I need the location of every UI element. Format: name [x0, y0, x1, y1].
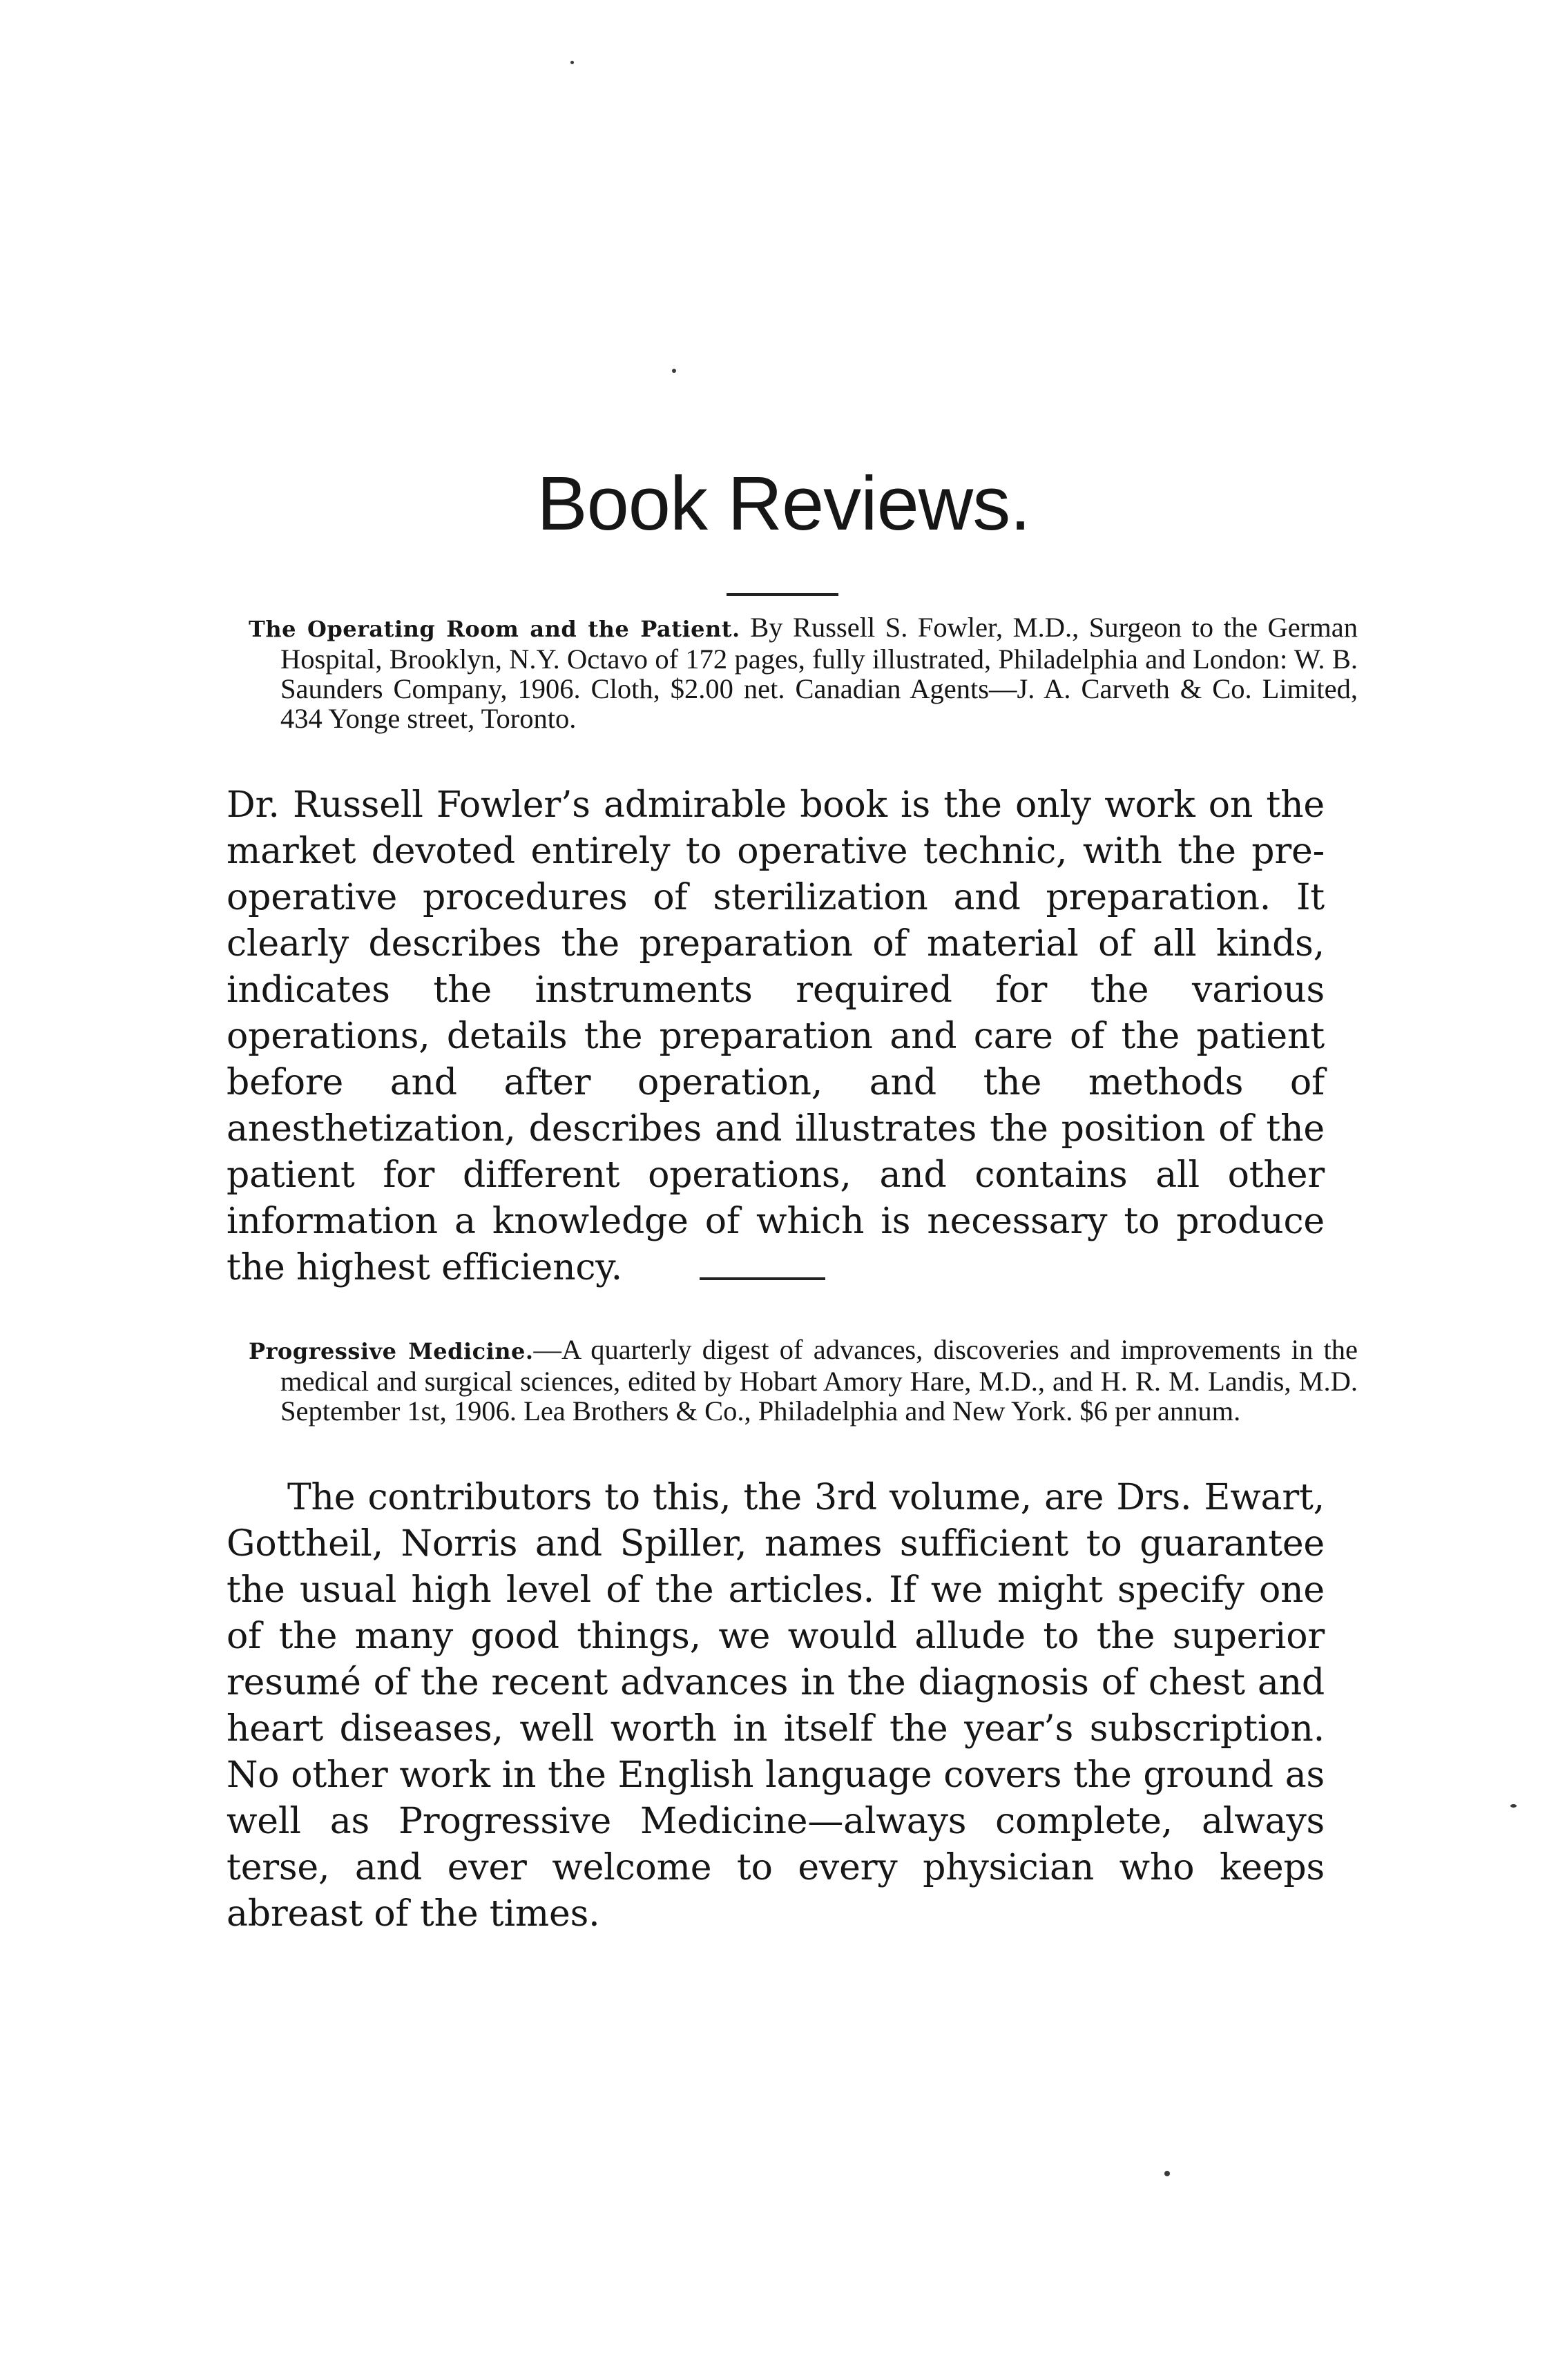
page-title: Book Reviews. [537, 461, 1030, 546]
review-citation-1 [249, 612, 1358, 733]
citation-details-2: —A quarterly digest of advances, discoveries and improvements in the medical and surgical sciences, edited by Hobart Amory Hare, M.D., and H. R. M. Landis, M.D. September 1st, 1906. Lea Brothers & Co., Philadelphia and New York. $6 per annum. [280, 1334, 1358, 1426]
ink-speck [1164, 2171, 1170, 2176]
citation-details-1: By Russell S. Fowler, M.D., Surgeon to the German Hospital, Brooklyn, N.Y. Octavo of 172 pages, fully illustrated, Philadelphia and London: W. B. Saunders Company, 1906. Cloth, $2.00 net. Canadian Agents—J. A. Carveth & Co. Limited, 434 Yonge street, Toronto. [280, 612, 1358, 734]
title-rule [727, 593, 838, 596]
section-divider [700, 1277, 825, 1280]
ink-speck [1510, 1804, 1517, 1808]
review-body-2: The contributors to this, the 3rd volume, are Drs. Ewart, Gottheil, Norris and Spiller, names sufficient to guarantee the usual high level of the articles. If we might specify one of the many good things, we would allude to the superior resumé of the recent advances in the diagnosis of chest and heart diseases, well worth in itself the year’s subscription. No other work in the English language covers the ground as well as Progressive Medicine—always complete, always terse, and ever welcome to every physician who keeps abreast of the times. [227, 1477, 1325, 1935]
ink-speck [672, 369, 676, 373]
citation-title-1: The Operating Room and the Patient. [249, 616, 740, 642]
citation-title-2: Progressive Medicine. [249, 1338, 534, 1364]
ink-speck [570, 61, 574, 64]
review-body-1: Dr. Russell Fowler’s admirable book is the only work on the market devoted entirely to operative technic, with the pre-operative procedures of sterilization and preparation. It clearly describes the preparation of material of all kinds, indicates the instruments required for the various operations, details the preparation and care of the patient before and after operation, and the methods of anesthetization, describes and illustrates the position of the patient for different operations, and contains all other information a knowledge of which is necessary to produce the highest efficiency. [227, 784, 1325, 1288]
review-citation-2 [249, 1335, 1358, 1426]
